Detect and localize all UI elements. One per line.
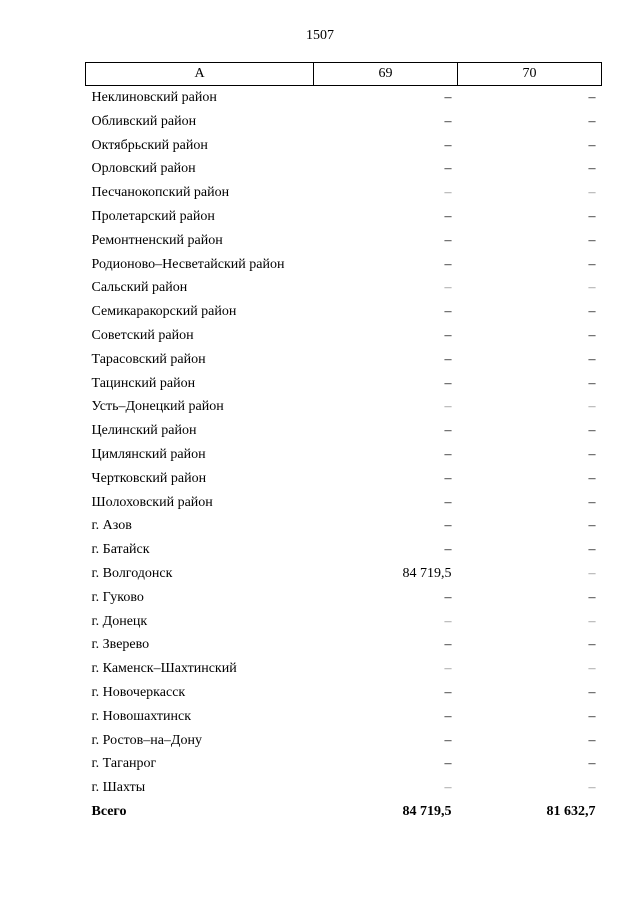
row-name: Обливский район [91, 113, 197, 129]
row-value-69: – [444, 494, 452, 510]
total-value-69: 84 719,5 [402, 803, 452, 819]
row-name: Чертковский район [91, 470, 207, 486]
row-value-70: – [588, 518, 596, 534]
row-name: Родионово–Несветайский район [91, 256, 285, 272]
row-value-69: – [444, 780, 452, 796]
row-value-69: – [444, 399, 452, 415]
row-value-70: – [588, 732, 596, 748]
row-value-69: – [444, 732, 452, 748]
table-row [86, 610, 602, 634]
row-value-69: – [444, 137, 452, 153]
row-name: Целинский район [91, 423, 197, 439]
row-name: Октябрьский район [91, 137, 208, 153]
row-name: Шолоховский район [91, 494, 213, 510]
row-value-69: – [444, 304, 452, 320]
table-row [86, 491, 602, 515]
row-name: Песчанокопский район [91, 185, 230, 201]
row-value-70: – [588, 446, 596, 462]
header-col-69: 69 [314, 63, 458, 86]
table-row [86, 586, 602, 610]
row-name: г. Новошахтинск [91, 708, 192, 724]
row-name: Советский район [91, 327, 194, 343]
row-value-70: – [588, 613, 596, 629]
row-name: Сальский район [91, 280, 188, 296]
table-header [86, 63, 602, 86]
row-value-69: – [444, 589, 452, 605]
row-value-70: – [588, 542, 596, 558]
data-table [85, 62, 602, 824]
row-name: Неклиновский район [91, 90, 217, 105]
row-value-70: – [588, 637, 596, 653]
row-name: Орловский район [91, 161, 196, 177]
table-row [86, 372, 602, 396]
row-name: Тацинский район [91, 375, 196, 391]
table-row [86, 752, 602, 776]
total-value-70: 81 632,7 [546, 803, 596, 819]
page-number: 1507 [306, 28, 334, 43]
row-name: Усть–Донецкий район [91, 399, 224, 415]
table-row [86, 657, 602, 681]
row-value-69: – [444, 113, 452, 129]
table-row [86, 681, 602, 705]
row-value-70: – [588, 90, 596, 105]
row-value-69: – [444, 708, 452, 724]
row-name: г. Таганрог [91, 756, 157, 772]
table-row [86, 729, 602, 753]
row-value-69: – [444, 637, 452, 653]
row-value-69: – [444, 684, 452, 700]
row-value-70: – [588, 756, 596, 772]
row-name: г. Азов [91, 518, 132, 534]
table-row [86, 86, 602, 110]
row-value-70: – [588, 304, 596, 320]
row-value-69: – [444, 375, 452, 391]
row-name: г. Ростов–на–Дону [91, 732, 202, 748]
table-row [86, 300, 602, 324]
total-label: Всего [91, 803, 127, 819]
row-value-70: – [588, 684, 596, 700]
total-row [86, 800, 602, 824]
row-value-70: – [588, 256, 596, 272]
table-row [86, 705, 602, 729]
row-name: г. Гуково [91, 589, 144, 605]
row-value-69: – [444, 256, 452, 272]
row-name: Пролетарский район [91, 208, 215, 224]
row-value-70: – [588, 661, 596, 677]
row-value-70: – [588, 137, 596, 153]
row-name: г. Зверево [91, 637, 150, 653]
row-value-69: – [444, 470, 452, 486]
header-col-70: 70 [458, 63, 602, 86]
row-value-70: – [588, 708, 596, 724]
table-row [86, 110, 602, 134]
table-row [86, 443, 602, 467]
row-name: Тарасовский район [91, 351, 206, 367]
row-value-69: 84 719,5 [402, 565, 452, 581]
row-name: г. Батайск [91, 542, 150, 558]
row-value-70: – [588, 113, 596, 129]
table-row [86, 776, 602, 800]
row-value-69: – [444, 232, 452, 248]
header-row [86, 63, 602, 86]
table-row [86, 514, 602, 538]
table-row [86, 419, 602, 443]
row-value-70: – [588, 375, 596, 391]
table-row [86, 253, 602, 277]
row-name: Ремонтненский район [91, 232, 223, 248]
row-value-70: – [588, 589, 596, 605]
table-row [86, 467, 602, 491]
table-row [86, 229, 602, 253]
row-value-69: – [444, 613, 452, 629]
row-value-69: – [444, 423, 452, 439]
table-row [86, 134, 602, 158]
row-value-70: – [588, 780, 596, 796]
row-value-69: – [444, 661, 452, 677]
row-value-70: – [588, 161, 596, 177]
row-value-69: – [444, 542, 452, 558]
table-body [86, 86, 602, 824]
table-row [86, 205, 602, 229]
row-name: г. Волгодонск [91, 565, 173, 581]
row-value-69: – [444, 446, 452, 462]
table-row [86, 181, 602, 205]
row-value-69: – [444, 280, 452, 296]
row-value-70: – [588, 423, 596, 439]
row-value-69: – [444, 518, 452, 534]
row-value-70: – [588, 399, 596, 415]
table-row [86, 324, 602, 348]
table-row [86, 538, 602, 562]
row-value-69: – [444, 756, 452, 772]
row-value-70: – [588, 208, 596, 224]
row-value-69: – [444, 327, 452, 343]
table-row [86, 633, 602, 657]
row-name: г. Донецк [91, 613, 148, 629]
row-value-69: – [444, 90, 452, 105]
row-value-69: – [444, 351, 452, 367]
table-row [86, 562, 602, 586]
table-row [86, 276, 602, 300]
row-value-70: – [588, 351, 596, 367]
header-col-name: А [86, 63, 314, 86]
row-value-69: – [444, 161, 452, 177]
row-value-70: – [588, 280, 596, 296]
row-value-69: – [444, 185, 452, 201]
row-value-70: – [588, 470, 596, 486]
table-row [86, 348, 602, 372]
row-value-70: – [588, 232, 596, 248]
table-row [86, 395, 602, 419]
row-name: г. Новочеркасск [91, 684, 186, 700]
row-name: Цимлянский район [91, 446, 206, 462]
row-name: г. Шахты [91, 780, 146, 796]
row-value-69: – [444, 208, 452, 224]
row-value-70: – [588, 185, 596, 201]
row-value-70: – [588, 565, 596, 581]
row-name: г. Каменск–Шахтинский [91, 661, 237, 677]
row-value-70: – [588, 494, 596, 510]
row-value-70: – [588, 327, 596, 343]
row-name: Семикаракорский район [91, 304, 237, 320]
table-row [86, 157, 602, 181]
